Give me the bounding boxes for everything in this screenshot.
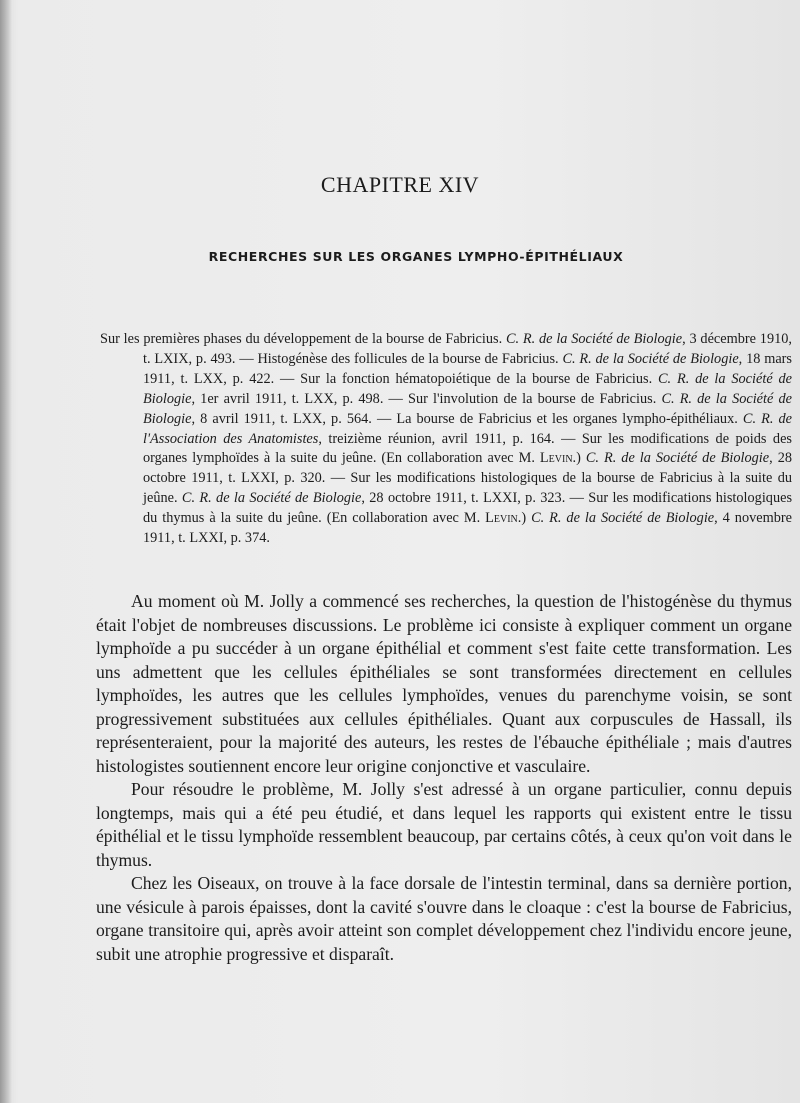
bibliography-text: , 8 avril 1911, t. LXX, p. 564. — La bourse de Fabricius et les organes lympho-épithéliaux. (191, 410, 743, 427)
bibliography-paragraph (100, 330, 792, 549)
body-paragraph-2: Pour résoudre le problème, M. Jolly s'est adressé à un organe particulier, connu depuis longtemps, mais qui a été peu étudié, et dans lequel les rapports qui existent entre le tissu épithélial et le tissu lymphoïde ressemblent beaucoup, par certains côtés, à ceux qu'on voit dans le thymus. (96, 779, 792, 870)
bibliography-text: , 1er avril 1911, t. LXX, p. 498. — Sur l'involution de la bourse de Fabricius. (191, 390, 662, 407)
bibliography-text: , 18 mars 1911, t. LXX, p. 422. — Sur la fonction hématopoiétique de la bourse de Fabricius. (143, 350, 792, 387)
body-text (96, 590, 792, 966)
binding-shadow (0, 0, 12, 1103)
body-paragraph-3: Chez les Oiseaux, on trouve à la face dorsale de l'intestin terminal, dans sa dernière portion, une vésicule à parois épaisses, dont la cavité s'ouvre dans le cloaque : c'est la bourse de Fabricius, organe transitoire qui, après avoir atteint son complet développement chez l'individu encore jeune, subit une atrophie progressive et disparaît. (96, 873, 792, 964)
bibliography-text: , treizième réunion, avril 1911, p. 164. — Sur les modifications de poids des organes lymphoïdes à la suite du jeûne. (En collaboration avec M. (143, 430, 792, 467)
bibliography-block (100, 330, 792, 549)
bibliography-text: , 4 novembre 1911, t. LXXI, p. 374. (143, 510, 792, 547)
bibliography-text: , 3 décembre 1910, t. LXIX, p. 493. — Histogénèse des follicules de la bourse de Fabricius. (143, 331, 792, 367)
author-name: Levin (485, 510, 518, 527)
section-title: RECHERCHES SUR LES ORGANES LYMPHO-ÉPITHÉLIAUX (208, 249, 624, 264)
bibliography-text: .) (517, 510, 532, 527)
chapter-title: CHAPITRE XIV (320, 172, 480, 197)
journal-title: C. R. de la Société de Biologie (143, 370, 792, 407)
author-name: Levin (539, 450, 573, 467)
journal-title: C. R. de l'Association des Anatomistes (143, 410, 792, 447)
journal-title: C. R. de la Société de Biologie (181, 490, 362, 507)
bibliography-text: , 28 octobre 1911, t. LXXI, p. 320. — Sur les modifications histologiques de la bourse de Fabricius à la suite du jeûne. (143, 450, 792, 507)
journal-title: C. R. de la Société de Biologie (531, 510, 715, 527)
body-paragraph-1: Au moment où M. Jolly a commencé ses recherches, la question de l'histogénèse du thymus était l'objet de nombreuses discussions. Le problème ici consiste à expliquer comment un organe lymphoïde a pu succéder à un organe épithélial et comment s'est faite cette transformation. Les uns admettent que les cellules épithéliales se sont transformées directement en cellules lymphoïdes, les autres que les cellules lymphoïdes, venues du parenchyme voisin, se sont progressivement substituées aux cellules épithéliales. Quant aux corpuscules de Hassall, ils représenteraient, pour la majorité des auteurs, les restes de l'ébauche épithéliale ; mais d'autres histologistes soutiennent encore leur origine conjonctive et vasculaire. (96, 591, 792, 776)
bibliography-text: , 28 octobre 1911, t. LXXI, p. 323. — Sur les modifications histologiques du thymus à la suite du jeûne. (En collaboration avec M. (143, 490, 793, 527)
journal-title: C. R. de la Société de Biologie (505, 331, 683, 347)
journal-title: C. R. de la Société de Biologie (143, 390, 792, 427)
bibliography-text: .) (572, 450, 586, 467)
bibliography-text: Sur les premières phases du développement de la bourse de Fabricius. (100, 331, 506, 347)
journal-title: C. R. de la Société de Biologie (585, 450, 770, 467)
journal-title: C. R. de la Société de Biologie (562, 350, 739, 367)
